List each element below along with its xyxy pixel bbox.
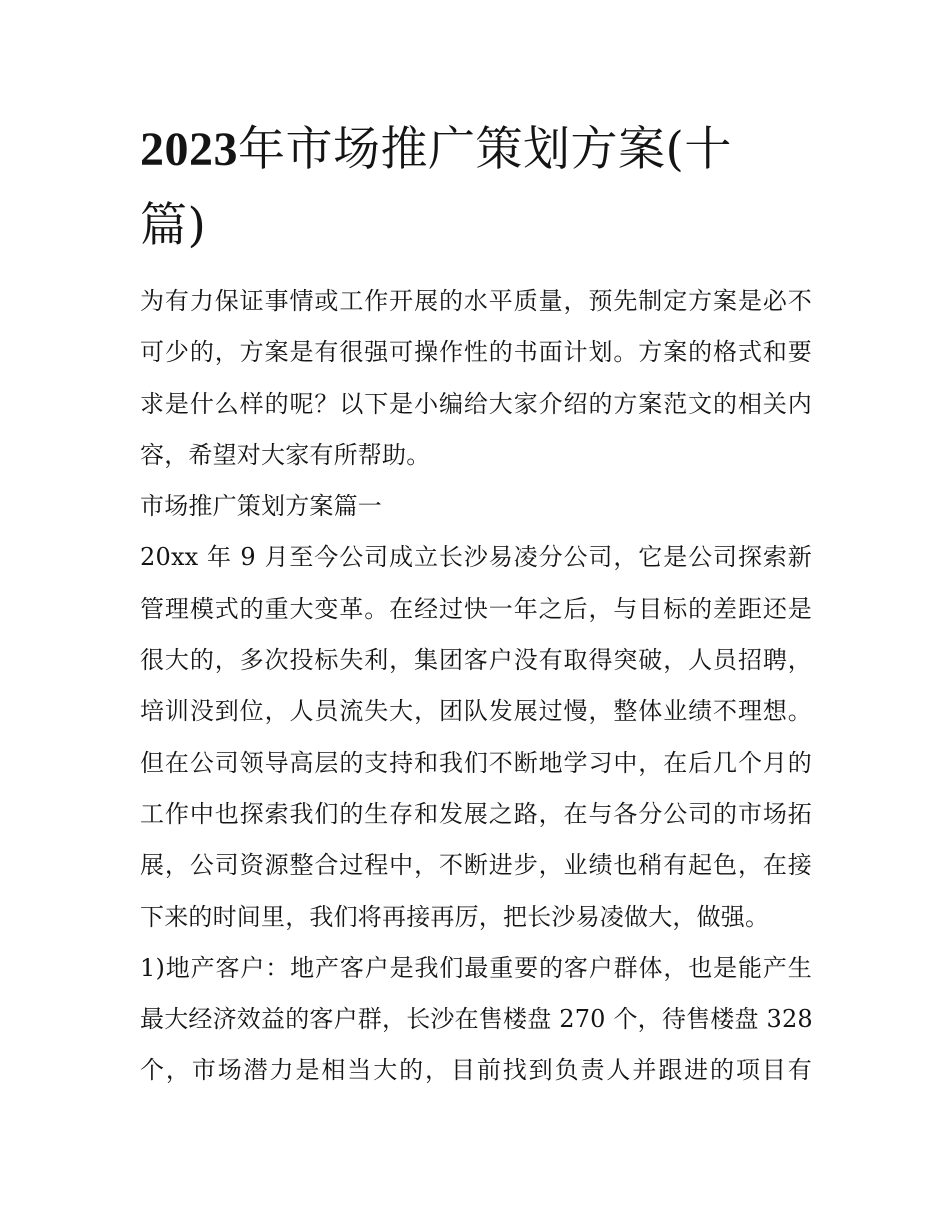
paragraph-1 [140, 532, 812, 942]
title-year: 2023 [140, 123, 238, 176]
paragraph-line: 很大的，多次投标失利，集团客户没有取得突破，人员招聘， [140, 646, 812, 675]
intro-line: 可少的，方案是有很强可操作性的书面计划。方案的格式和要 [140, 338, 812, 367]
paragraph-line: 1)地产客户：地产客户是我们最重要的客户群体，也是能产生 [140, 953, 812, 982]
document-body [140, 276, 812, 1097]
title-line2-text: 篇) [140, 198, 207, 253]
section-heading: 市场推广策划方案篇一 [140, 492, 382, 521]
paragraph-2 [140, 943, 812, 1097]
document-title [140, 112, 812, 264]
document-page [140, 112, 812, 1097]
intro-paragraph [140, 276, 812, 481]
paragraph-line: 但在公司领导高层的支持和我们不断地学习中，在后几个月的 [140, 748, 812, 777]
intro-line: 容，希望对大家有所帮助。 [140, 440, 431, 469]
paragraph-line: 下来的时间里，我们将再接再厉，把长沙易凌做大，做强。 [140, 902, 770, 931]
paragraph-line: 工作中也探索我们的生存和发展之路，在与各分公司的市场拓 [140, 799, 812, 828]
paragraph-line: 个，市场潜力是相当大的，目前找到负责人并跟进的项目有 [140, 1056, 812, 1085]
paragraph-line: 展，公司资源整合过程中，不断进步，业绩也稍有起色，在接 [140, 851, 812, 880]
paragraph-line: 20xx 年 9 月至今公司成立长沙易凌分公司，它是公司探索新 [140, 543, 812, 572]
paragraph-line: 管理模式的重大变革。在经过快一年之后，与目标的差距还是 [140, 594, 812, 623]
intro-line: 为有力保证事情或工作开展的水平质量，预先制定方案是必不 [140, 287, 812, 315]
title-line1-text: 年市场推广策划方案(十 [238, 122, 732, 177]
intro-line: 求是什么样的呢？以下是小编给大家介绍的方案范文的相关内 [140, 389, 812, 418]
paragraph-line: 培训没到位，人员流失大，团队发展过慢，整体业绩不理想。 [140, 697, 812, 726]
paragraph-line: 最大经济效益的客户群，长沙在售楼盘 270 个，待售楼盘 328 [140, 1005, 813, 1034]
